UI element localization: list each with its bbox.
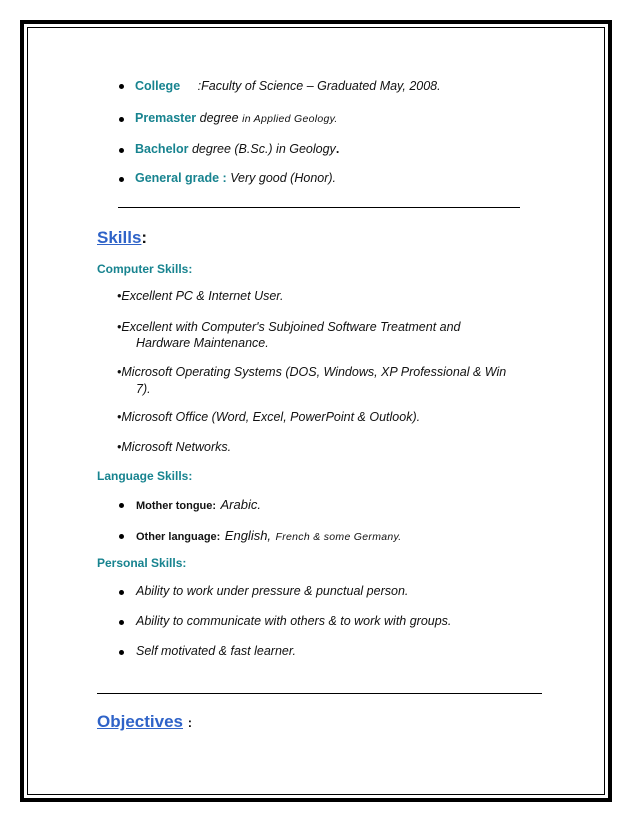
grade-value: Very good (Honor). [230, 171, 337, 185]
section-divider [118, 207, 520, 208]
objectives-heading [97, 712, 192, 732]
bachelor-line [135, 142, 339, 156]
skills-heading [97, 228, 147, 248]
bullet-icon [119, 534, 124, 539]
other-language-value: English, [224, 528, 272, 543]
premaster-degree: degree [199, 111, 239, 125]
computer-skill-item: •Microsoft Office (Word, Excel, PowerPoint & Outlook). [117, 410, 421, 424]
college-sep: : [197, 79, 202, 93]
objectives-title: Objectives [97, 712, 183, 731]
bullet-icon [119, 84, 124, 89]
bachelor-period: . [335, 142, 340, 156]
other-language-label: Other language: [136, 531, 221, 543]
computer-skill-item: •Excellent with Computer's Subjoined Software Treatment and [117, 320, 461, 334]
college-value: Faculty of Science – Graduated May, 2008. [201, 79, 441, 93]
skills-title: Skills [97, 228, 142, 247]
bachelor-value: degree (B.Sc.) in Geology [191, 142, 336, 156]
bullet-icon [119, 503, 124, 508]
mother-tongue-label: Mother tongue: [136, 500, 217, 512]
bullet-icon [119, 650, 124, 655]
computer-skills-title: Computer Skills: [97, 262, 193, 276]
bullet-icon [119, 148, 124, 153]
language-skills-title: Language Skills: [97, 469, 193, 483]
college-line [135, 79, 441, 93]
mother-tongue-value: Arabic. [220, 497, 261, 512]
premaster-label: Premaster [135, 111, 197, 125]
other-language-line [136, 527, 402, 545]
bachelor-label: Bachelor [135, 142, 189, 156]
bullet-icon [119, 620, 124, 625]
bullet-icon [119, 590, 124, 595]
grade-label: General grade : [135, 171, 227, 185]
personal-skill-item: Self motivated & fast learner. [136, 644, 297, 658]
section-divider [97, 693, 542, 694]
personal-skills-title: Personal Skills: [97, 556, 187, 570]
objectives-colon: : [187, 715, 193, 730]
college-label: College [135, 79, 181, 93]
premaster-value: in Applied Geology. [242, 113, 338, 125]
mother-tongue-line [136, 496, 261, 514]
computer-skill-item-cont: Hardware Maintenance. [136, 336, 269, 350]
computer-skill-item: •Microsoft Networks. [117, 440, 232, 454]
bullet-icon [119, 117, 124, 122]
skills-colon: : [141, 228, 148, 247]
bullet-icon [119, 177, 124, 182]
grade-line [135, 171, 336, 185]
computer-skill-item: •Microsoft Operating Systems (DOS, Windows, XP Professional & Win [117, 365, 507, 379]
other-language-extra: French & some Germany. [275, 531, 402, 543]
personal-skill-item: Ability to communicate with others & to work with groups. [136, 614, 452, 628]
premaster-line [135, 111, 338, 125]
personal-skill-item: Ability to work under pressure & punctual person. [136, 584, 409, 598]
computer-skill-item-cont: 7). [136, 382, 151, 396]
computer-skill-item: •Excellent PC & Internet User. [117, 289, 284, 303]
